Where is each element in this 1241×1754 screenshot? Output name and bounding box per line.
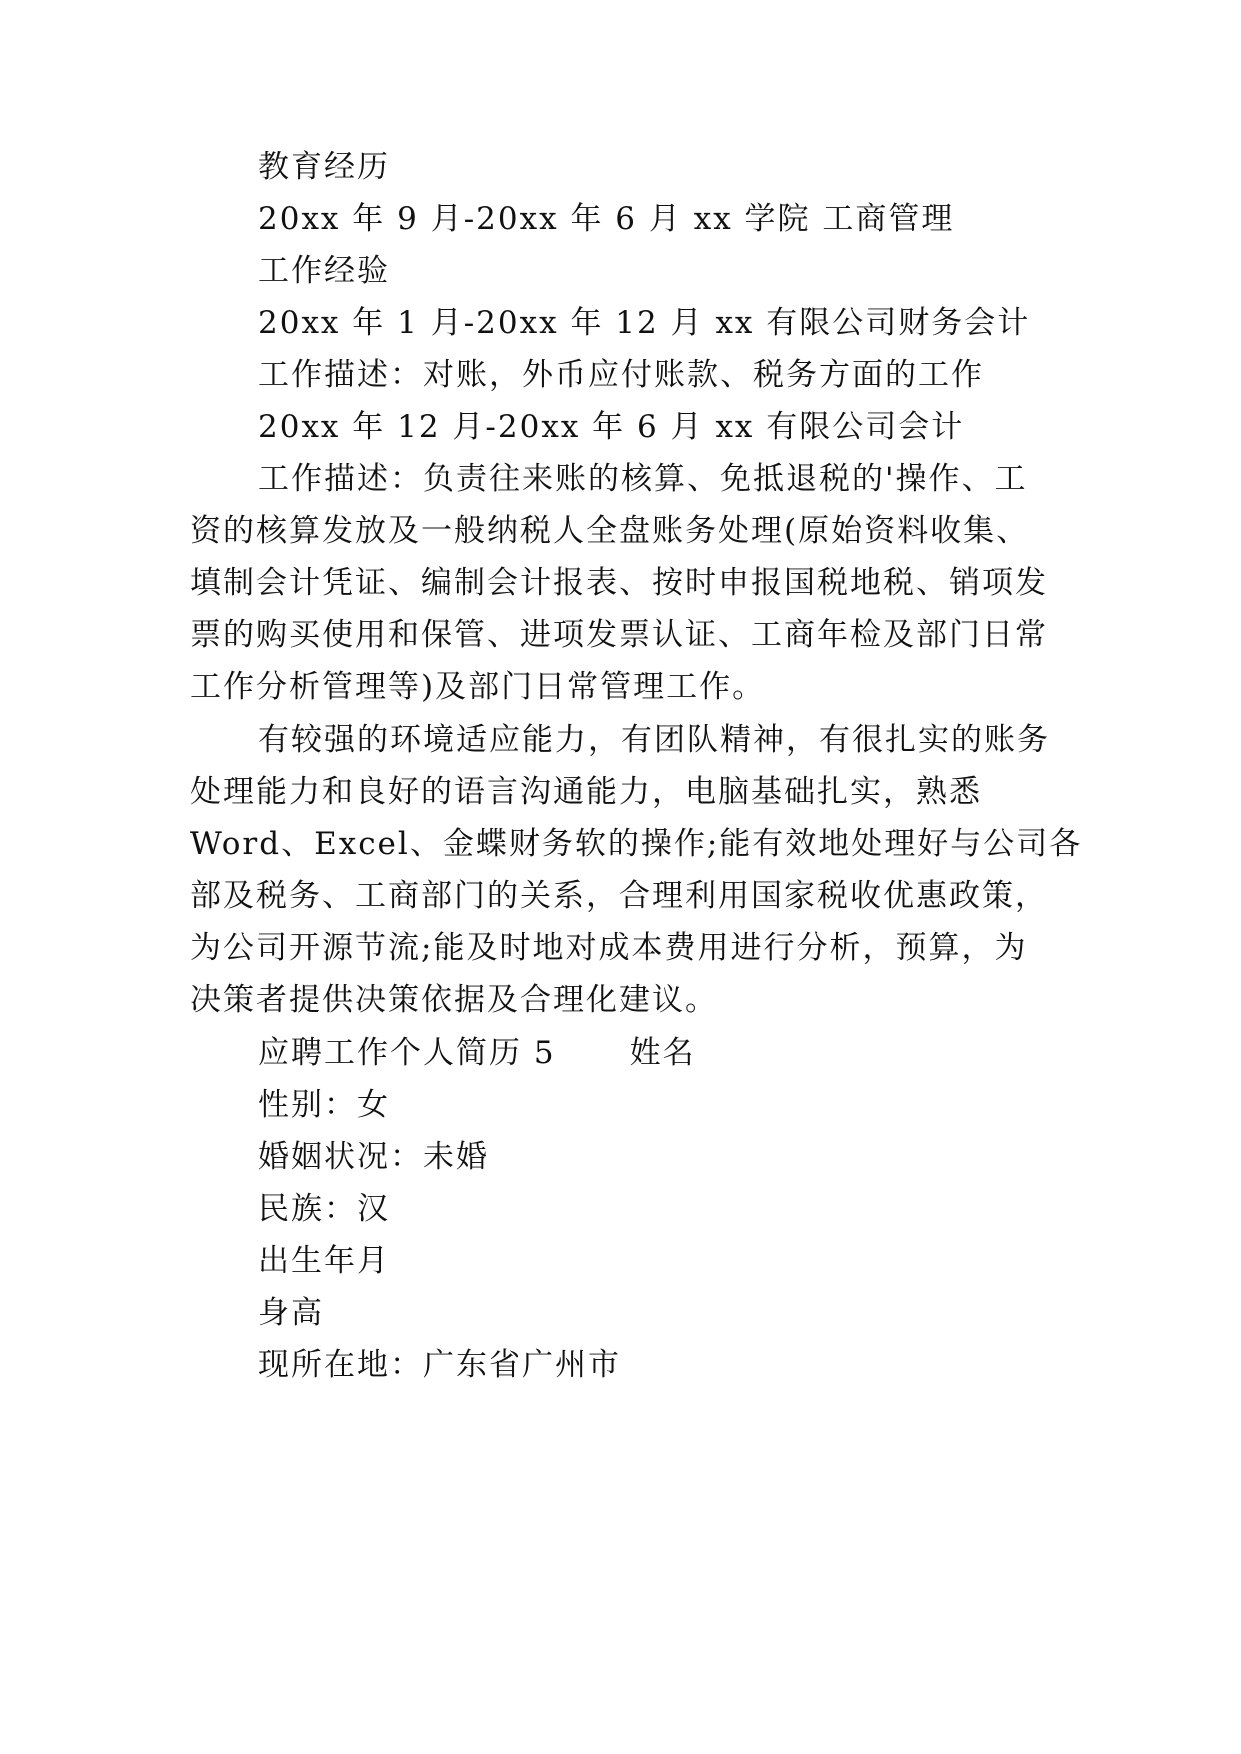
education-entry: 20xx 年 9 月-20xx 年 6 月 xx 学院 工商管理 — [258, 201, 955, 237]
self-evaluation-line: 决策者提供决策依据及合理化建议。 — [190, 982, 718, 1018]
birth-date-field: 出生年月 — [258, 1243, 390, 1279]
marital-status-field: 婚姻状况：未婚 — [258, 1139, 489, 1175]
self-evaluation-line: 处理能力和良好的语言沟通能力，电脑基础扎实，熟悉 — [190, 774, 982, 810]
name-label: 姓名 — [629, 1035, 696, 1071]
self-evaluation-line: 为公司开源节流;能及时地对成本费用进行分析，预算，为 — [190, 930, 1028, 966]
self-evaluation-line: Word、Excel、金蝶财务软的操作;能有效地处理好与公司各 — [190, 826, 1083, 862]
job1-description: 工作描述：对账，外币应付账款、税务方面的工作 — [258, 357, 984, 393]
resume-5-title: 应聘工作个人简历 5 — [258, 1035, 556, 1071]
job2-description-line: 填制会计凭证、编制会计报表、按时申报国税地税、销项发 — [190, 565, 1048, 601]
job2-description-line: 票的购买使用和保管、进项发票认证、工商年检及部门日常 — [190, 617, 1048, 653]
ethnicity-field: 民族：汉 — [258, 1191, 390, 1227]
height-field: 身高 — [258, 1295, 324, 1331]
job1-period: 20xx 年 1 月-20xx 年 12 月 xx 有限公司财务会计 — [258, 305, 1031, 341]
job2-description-line: 资的核算发放及一般纳税人全盘账务处理(原始资料收集、 — [190, 513, 1030, 549]
resume-5-title-row — [258, 1033, 696, 1073]
gender-field: 性别：女 — [258, 1087, 390, 1123]
job2-period: 20xx 年 12 月-20xx 年 6 月 xx 有限公司会计 — [258, 409, 965, 445]
self-evaluation-line: 有较强的环境适应能力，有团队精神，有很扎实的账务 — [258, 722, 1050, 758]
job2-description-line: 工作分析管理等)及部门日常管理工作。 — [190, 669, 766, 705]
education-heading: 教育经历 — [258, 149, 390, 185]
job2-description-line: 工作描述：负责往来账的核算、免抵退税的'操作、工 — [258, 461, 1028, 497]
location-field: 现所在地：广东省广州市 — [258, 1347, 621, 1383]
self-evaluation-line: 部及税务、工商部门的关系，合理利用国家税收优惠政策， — [190, 878, 1048, 914]
work-heading: 工作经验 — [258, 253, 390, 289]
